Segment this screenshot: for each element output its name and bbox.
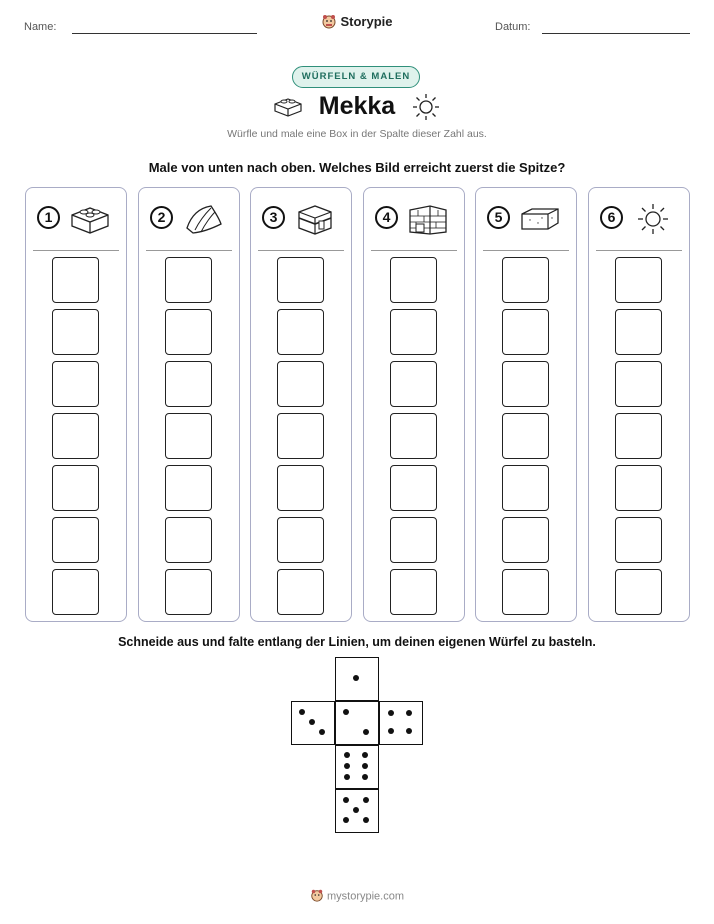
column-3 [250, 187, 352, 622]
column-4 [363, 187, 465, 622]
instruction: Male von unten nach oben. Welches Bild erreicht zuerst die Spitze? [148, 160, 566, 175]
color-box[interactable] [277, 465, 324, 511]
name-label: Name: [24, 21, 57, 33]
lego-brick-icon [68, 202, 112, 236]
page-title: Mekka [318, 92, 396, 120]
color-box[interactable] [615, 257, 662, 303]
column-header [476, 188, 576, 250]
column-5 [475, 187, 577, 622]
column-header [364, 188, 464, 250]
color-box[interactable] [390, 517, 437, 563]
color-box[interactable] [52, 569, 99, 615]
column-6 [588, 187, 690, 622]
color-box[interactable] [502, 361, 549, 407]
color-box[interactable] [502, 517, 549, 563]
column-header [139, 188, 239, 250]
color-box[interactable] [52, 309, 99, 355]
cut-instruction: Schneide aus und falte entlang der Linien, um deinen eigenen Würfel zu basteln. [118, 635, 596, 649]
column-number: 4 [375, 206, 398, 229]
column-number: 3 [262, 206, 285, 229]
color-box[interactable] [165, 569, 212, 615]
date-label: Datum: [495, 21, 531, 33]
color-box[interactable] [615, 413, 662, 459]
column-number: 1 [37, 206, 60, 229]
color-box[interactable] [52, 361, 99, 407]
color-box[interactable] [390, 361, 437, 407]
color-box[interactable] [390, 465, 437, 511]
color-box[interactable] [277, 257, 324, 303]
color-box[interactable] [52, 257, 99, 303]
color-box[interactable] [390, 413, 437, 459]
color-box[interactable] [165, 361, 212, 407]
column-header [589, 188, 689, 250]
storypie-logo-icon [321, 13, 337, 32]
color-box[interactable] [502, 309, 549, 355]
color-box[interactable] [390, 569, 437, 615]
color-box[interactable] [165, 517, 212, 563]
die-face-2 [335, 701, 379, 745]
brand [0, 13, 714, 32]
stone-building-icon [406, 202, 450, 236]
color-box[interactable] [277, 413, 324, 459]
column-header [251, 188, 351, 250]
die-face-4 [379, 701, 423, 745]
column-1 [25, 187, 127, 622]
color-box[interactable] [165, 309, 212, 355]
column-number: 2 [150, 206, 173, 229]
color-box[interactable] [277, 361, 324, 407]
color-box[interactable] [165, 257, 212, 303]
kaaba-icon [293, 202, 337, 236]
footer-url[interactable]: mystorypie.com [326, 890, 405, 903]
color-box[interactable] [52, 465, 99, 511]
die-face-6 [335, 745, 379, 789]
stone-block-icon [518, 202, 562, 236]
column-number: 5 [487, 206, 510, 229]
storypie-logo-icon [310, 888, 324, 905]
sun-icon [412, 93, 440, 121]
color-box[interactable] [165, 413, 212, 459]
date-field[interactable] [542, 33, 690, 34]
color-box[interactable] [390, 257, 437, 303]
die-face-1 [335, 657, 379, 701]
color-box[interactable] [52, 517, 99, 563]
subtitle: Würfle und male eine Box in der Spalte dieser Zahl aus. [227, 128, 487, 140]
color-box[interactable] [615, 465, 662, 511]
column-2 [138, 187, 240, 622]
color-box[interactable] [615, 309, 662, 355]
footer [0, 888, 714, 905]
column-number: 6 [600, 206, 623, 229]
color-box[interactable] [390, 309, 437, 355]
color-box[interactable] [502, 413, 549, 459]
color-box[interactable] [502, 569, 549, 615]
die-face-5 [335, 789, 379, 833]
color-box[interactable] [502, 465, 549, 511]
color-box[interactable] [615, 569, 662, 615]
category-badge: WÜRFELN & MALEN [292, 66, 420, 88]
brand-name: Storypie [340, 13, 393, 29]
sun-icon [631, 202, 675, 236]
die-face-3 [291, 701, 335, 745]
name-field[interactable] [72, 33, 257, 34]
color-box[interactable] [165, 465, 212, 511]
color-box[interactable] [277, 517, 324, 563]
column-header [26, 188, 126, 250]
color-box[interactable] [277, 569, 324, 615]
color-box[interactable] [277, 309, 324, 355]
cloth-icon [181, 202, 225, 236]
color-box[interactable] [615, 361, 662, 407]
color-box[interactable] [52, 413, 99, 459]
color-box[interactable] [615, 517, 662, 563]
color-box[interactable] [502, 257, 549, 303]
